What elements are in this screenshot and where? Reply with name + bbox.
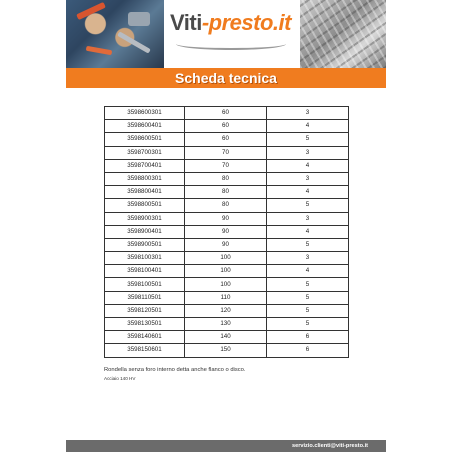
table-row [105,344,349,357]
table-cell: 150 [185,344,267,357]
tools-photo [66,0,164,68]
table-row [105,265,349,278]
table-row [105,238,349,251]
table-row [105,159,349,172]
spec-table [104,106,349,358]
table-row [105,212,349,225]
table-cell: 3 [267,212,349,225]
table-row [105,199,349,212]
material-note: Acciaio 140 HV [104,376,136,381]
table-cell: 110 [185,291,267,304]
table-cell: 5 [267,133,349,146]
table-cell: 80 [185,199,267,212]
table-cell: 4 [267,265,349,278]
table-cell: 3598150601 [105,344,185,357]
table-row [105,186,349,199]
table-cell: 4 [267,186,349,199]
table-row [105,133,349,146]
title-banner [66,68,386,88]
table-cell: 5 [267,291,349,304]
table-cell: 3 [267,172,349,185]
table-cell: 3598700301 [105,146,185,159]
table-cell: 3598900301 [105,212,185,225]
table-cell: 60 [185,133,267,146]
table-row [105,107,349,120]
footer-email: servizio.clienti@viti-presto.it [291,443,368,449]
table-cell: 3598800301 [105,172,185,185]
table-row [105,252,349,265]
table-cell: 3598130501 [105,318,185,331]
table-cell: 90 [185,212,267,225]
logo-swoosh [176,38,286,50]
table-cell: 5 [267,199,349,212]
table-cell: 5 [267,304,349,317]
table-cell: 4 [267,159,349,172]
table-cell: 100 [185,265,267,278]
table-cell: 3598100401 [105,265,185,278]
table-cell: 3598900401 [105,225,185,238]
table-cell: 5 [267,238,349,251]
table-cell: 6 [267,344,349,357]
table-cell: 80 [185,172,267,185]
table-cell: 3598140601 [105,331,185,344]
table-row [105,225,349,238]
table-cell: 70 [185,159,267,172]
table-cell: 70 [185,146,267,159]
brand-logo [170,10,300,60]
spec-table-body [105,107,349,358]
table-cell: 5 [267,278,349,291]
logo-main-text: Viti [170,10,202,35]
table-row [105,304,349,317]
table-cell: 3 [267,252,349,265]
table-row [105,278,349,291]
table-cell: 3 [267,107,349,120]
table-row [105,172,349,185]
table-cell: 3598600401 [105,120,185,133]
table-cell: 130 [185,318,267,331]
table-cell: 3598600501 [105,133,185,146]
table-cell: 100 [185,278,267,291]
table-row [105,318,349,331]
description-note: Rondella senza foro interno detta anche flanco o disco. [104,367,246,373]
table-cell: 90 [185,238,267,251]
table-cell: 3598100301 [105,252,185,265]
table-cell: 6 [267,331,349,344]
table-cell: 4 [267,120,349,133]
table-cell: 3598700401 [105,159,185,172]
table-cell: 60 [185,120,267,133]
table-cell: 3598100501 [105,278,185,291]
table-cell: 100 [185,252,267,265]
table-row [105,331,349,344]
table-cell: 140 [185,331,267,344]
table-cell: 5 [267,318,349,331]
table-cell: 60 [185,107,267,120]
logo-accent-text: -presto.it [201,10,291,35]
table-cell: 3598800401 [105,186,185,199]
table-cell: 3 [267,146,349,159]
table-cell: 120 [185,304,267,317]
table-cell: 90 [185,225,267,238]
table-cell: 3598110501 [105,291,185,304]
table-cell: 80 [185,186,267,199]
footer [66,440,386,452]
table-cell: 3598800501 [105,199,185,212]
table-cell: 4 [267,225,349,238]
table-row [105,291,349,304]
table-cell: 3598600301 [105,107,185,120]
table-cell: 3598120501 [105,304,185,317]
table-row [105,146,349,159]
screws-photo [300,0,386,68]
page-title: Scheda tecnica [175,70,277,86]
table-row [105,120,349,133]
header [66,0,386,68]
table-cell: 3598900501 [105,238,185,251]
